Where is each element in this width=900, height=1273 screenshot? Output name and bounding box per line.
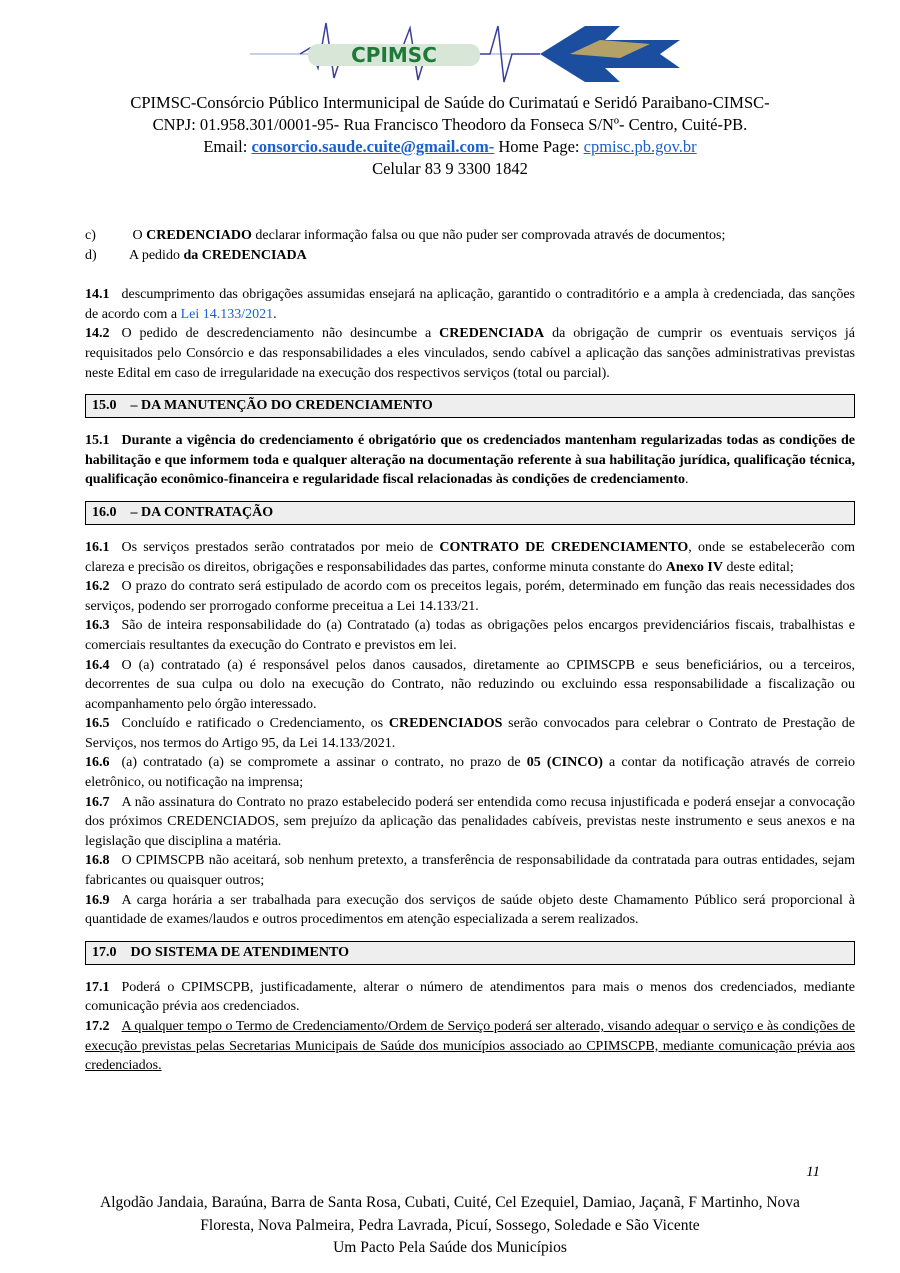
- clause-number: 16.3: [85, 618, 110, 634]
- clause-text: CREDENCIADO: [146, 228, 252, 243]
- clause-number: 16.2: [85, 579, 110, 595]
- clause-paragraph: [85, 891, 855, 930]
- clause-paragraph: [85, 1017, 855, 1076]
- footer-municipalities-1: Algodão Jandaia, Baraúna, Barra de Santa Rosa, Cubati, Cuité, Cel Ezequiel, Damiao, Jaçanã, F Martinho, Nova: [100, 1194, 800, 1211]
- clause-paragraph: [85, 793, 855, 852]
- clause-paragraph: [85, 714, 855, 753]
- svg-text:CPIMSC: CPIMSC: [351, 43, 437, 67]
- clause-number: 16.1: [85, 539, 110, 555]
- clause-number: 14.1: [85, 287, 110, 303]
- law-link[interactable]: Lei 14.133/2021: [180, 306, 274, 322]
- clause-text: serão convocados para celebrar o Contrato de Prestação de Serviços, nos termos do Artigo 95, da Lei 14.133/2021.: [85, 716, 855, 751]
- clause-text: da obrigação de cumprir os eventuais serviços já requisitados pelo Consórcio e das responsabilidades a eles vinculados, sendo cabível a aplicação das sanções administrativas previstas neste Edital em caso de irregularidade na execução dos respectivos serviços (total ou parcial).: [85, 326, 855, 381]
- clause-paragraph: [85, 978, 855, 1017]
- section-heading: 17.0 DO SISTEMA DE ATENDIMENTO: [85, 941, 855, 965]
- clause-text: .: [684, 472, 689, 488]
- clause-paragraph: [85, 656, 855, 715]
- email-link[interactable]: consorcio.saude.cuite@gmail.com-: [251, 137, 495, 156]
- clause-text: CONTRATO DE CREDENCIAMENTO: [439, 539, 689, 555]
- clause-paragraph: [85, 324, 855, 383]
- clause-text: O: [129, 228, 147, 243]
- org-contact: [0, 136, 900, 158]
- clause-text: (a) contratado (a) se compromete a assinar o contrato, no prazo de: [121, 755, 527, 771]
- clause-text: 05 (CINCO): [526, 755, 603, 771]
- clause-number: 16.8: [85, 853, 110, 869]
- clause-number: 16.9: [85, 892, 110, 908]
- section-heading: 16.0 – DA CONTRATAÇÃO: [85, 501, 855, 525]
- homepage-label: Home Page:: [494, 137, 584, 156]
- clause-paragraph: [85, 285, 855, 324]
- section-heading: 15.0 – DA MANUTENÇÃO DO CREDENCIAMENTO: [85, 394, 855, 418]
- clause-text: CREDENCIADA: [439, 326, 545, 342]
- document-body: [85, 226, 855, 1076]
- clause-text: A carga horária a ser trabalhada para execução dos serviços de saúde objeto deste Chamamento Público será proporcional à quantidade de exames/laudos e outros procedimentos em atenção especializada a serem realizados.: [85, 892, 855, 928]
- footer-municipalities-2: Floresta, Nova Palmeira, Pedra Lavrada, Picuí, Sossego, Soledade e São Vicente: [200, 1216, 700, 1234]
- org-phone: Celular 83 9 3300 1842: [372, 159, 528, 178]
- clause-text: A não assinatura do Contrato no prazo estabelecido poderá ser entendida como recusa injustificada e poderá ensejar a convocação dos próximos CREDENCIADOS, sem prejuízo da aplicação das penalidades cabíveis, previstas neste instrumento e seus anexos e na legislação que disciplina a matéria.: [85, 794, 855, 849]
- clause-number: 15.1: [85, 433, 110, 449]
- page-number: 11: [806, 1164, 820, 1180]
- clause-text: da CREDENCIADA: [183, 247, 307, 263]
- clause-text: Anexo IV: [665, 559, 723, 575]
- footer: [0, 1192, 900, 1260]
- homepage-link[interactable]: cpmisc.pb.gov.br: [583, 137, 697, 156]
- clause-text: descumprimento das obrigações assumidas ensejará na aplicação, garantido o contraditório e a ampla à credenciada, das sanções de acordo com a: [85, 287, 855, 322]
- clause-paragraph: [85, 577, 855, 616]
- clause-text: declarar informação falsa ou que não puder ser comprovada através de documentos;: [251, 228, 726, 243]
- clause-text: O (a) contratado (a) é responsável pelos danos causados, diretamente ao CPIMSCPB e seus beneficiários, ou a terceiros, decorrentes de sua culpa ou dolo na execução do Contrato, não reduzindo ou excluindo essa responsabilidade a fiscalização ou acompanhamento pelo órgão interessado.: [85, 657, 855, 712]
- clause-paragraph: [85, 431, 855, 490]
- clause-number: 14.2: [85, 326, 110, 342]
- org-address: CNPJ: 01.958.301/0001-95- Rua Francisco Theodoro da Fonseca S/Nº- Centro, Cuité-PB.: [152, 115, 748, 134]
- clause-text: a contar da notificação através de correio eletrônico, ou notificação na imprensa;: [85, 755, 855, 791]
- clause-number: 17.2: [85, 1019, 110, 1034]
- clause-paragraph: [85, 851, 855, 890]
- clause-paragraph: [85, 616, 855, 655]
- clause-number: 16.5: [85, 716, 110, 732]
- clause-text: O CPIMSCPB não aceitará, sob nenhum pretexto, a transferência de responsabilidade da contratada para outras entidades, sejam fabricantes ou quaisquer outros;: [85, 853, 855, 889]
- clause-paragraph: [85, 538, 855, 577]
- clause-number: 17.1: [85, 979, 110, 995]
- clause-text: Poderá o CPIMSCPB, justificadamente, alterar o número de atendimentos para mais o menos dos credenciados, mediante comunicação prévia aos credenciados.: [85, 979, 855, 1015]
- letterhead: [0, 92, 900, 180]
- clause-text: Durante a vigência do credenciamento é obrigatório que os credenciados mantenham regularizadas todas as condições de habilitação e que informem toda e qualquer alteração na documentação referente à sua habilitação jurídica, qualificação técnica, qualificação econômico-financeira e regularidade fiscal relacionadas às condições de credenciamento: [85, 433, 855, 488]
- clause-number: 16.7: [85, 794, 110, 810]
- org-name: CPIMSC-Consórcio Público Intermunicipal de Saúde do Curimataú e Seridó Paraibano-CIMSC-: [130, 93, 770, 112]
- clause-text: São de inteira responsabilidade do (a) Contratado (a) todas as obrigações pelos encargos previdenciários fiscais, trabalhistas e comerciais resultantes da execução do Contrato e previstos em lei.: [85, 618, 855, 653]
- clause-text: O prazo do contrato será estipulado de acordo com os preceitos legais, porém, determinado em função das reais necessidades dos serviços, podendo ser prorrogado conforme preceitua a Lei 14.133/21.: [85, 579, 855, 614]
- list-item: [85, 226, 855, 246]
- clause-text: O pedido de descredenciamento não desincumbe a: [121, 326, 440, 342]
- clause-number: 16.4: [85, 657, 110, 673]
- spacer: [85, 265, 855, 285]
- item-label: d): [85, 247, 97, 263]
- item-label: c): [85, 228, 96, 243]
- clause-text: Os serviços prestados serão contratados por meio de: [121, 539, 440, 555]
- clause-text: deste edital;: [722, 559, 794, 575]
- clause-paragraph: [85, 753, 855, 792]
- clause-text: A pedido: [129, 247, 184, 263]
- cpimsc-logo: [240, 18, 690, 86]
- clause-text: CREDENCIADOS: [388, 716, 503, 732]
- email-label: Email:: [203, 137, 252, 156]
- list-item: [85, 246, 855, 266]
- clause-text: .: [273, 306, 277, 322]
- clause-number: 16.6: [85, 755, 110, 771]
- clause-text: , onde se estabelecerão com clareza e precisão os direitos, obrigações e responsabilidades das partes, conforme minuta constante do: [85, 539, 855, 575]
- clause-text: Concluído e ratificado o Credenciamento, os: [121, 716, 389, 732]
- footer-slogan: Um Pacto Pela Saúde dos Municípios: [333, 1239, 567, 1256]
- clause-text: A qualquer tempo o Termo de Credenciamento/Ordem de Serviço poderá ser alterado, visando adequar o serviço e às condições de execução previstas pelas Secretarias Municipais de Saúde dos municípios associado ao CPIMSCPB, mediante comunicação prévia aos credenciados.: [85, 1019, 855, 1074]
